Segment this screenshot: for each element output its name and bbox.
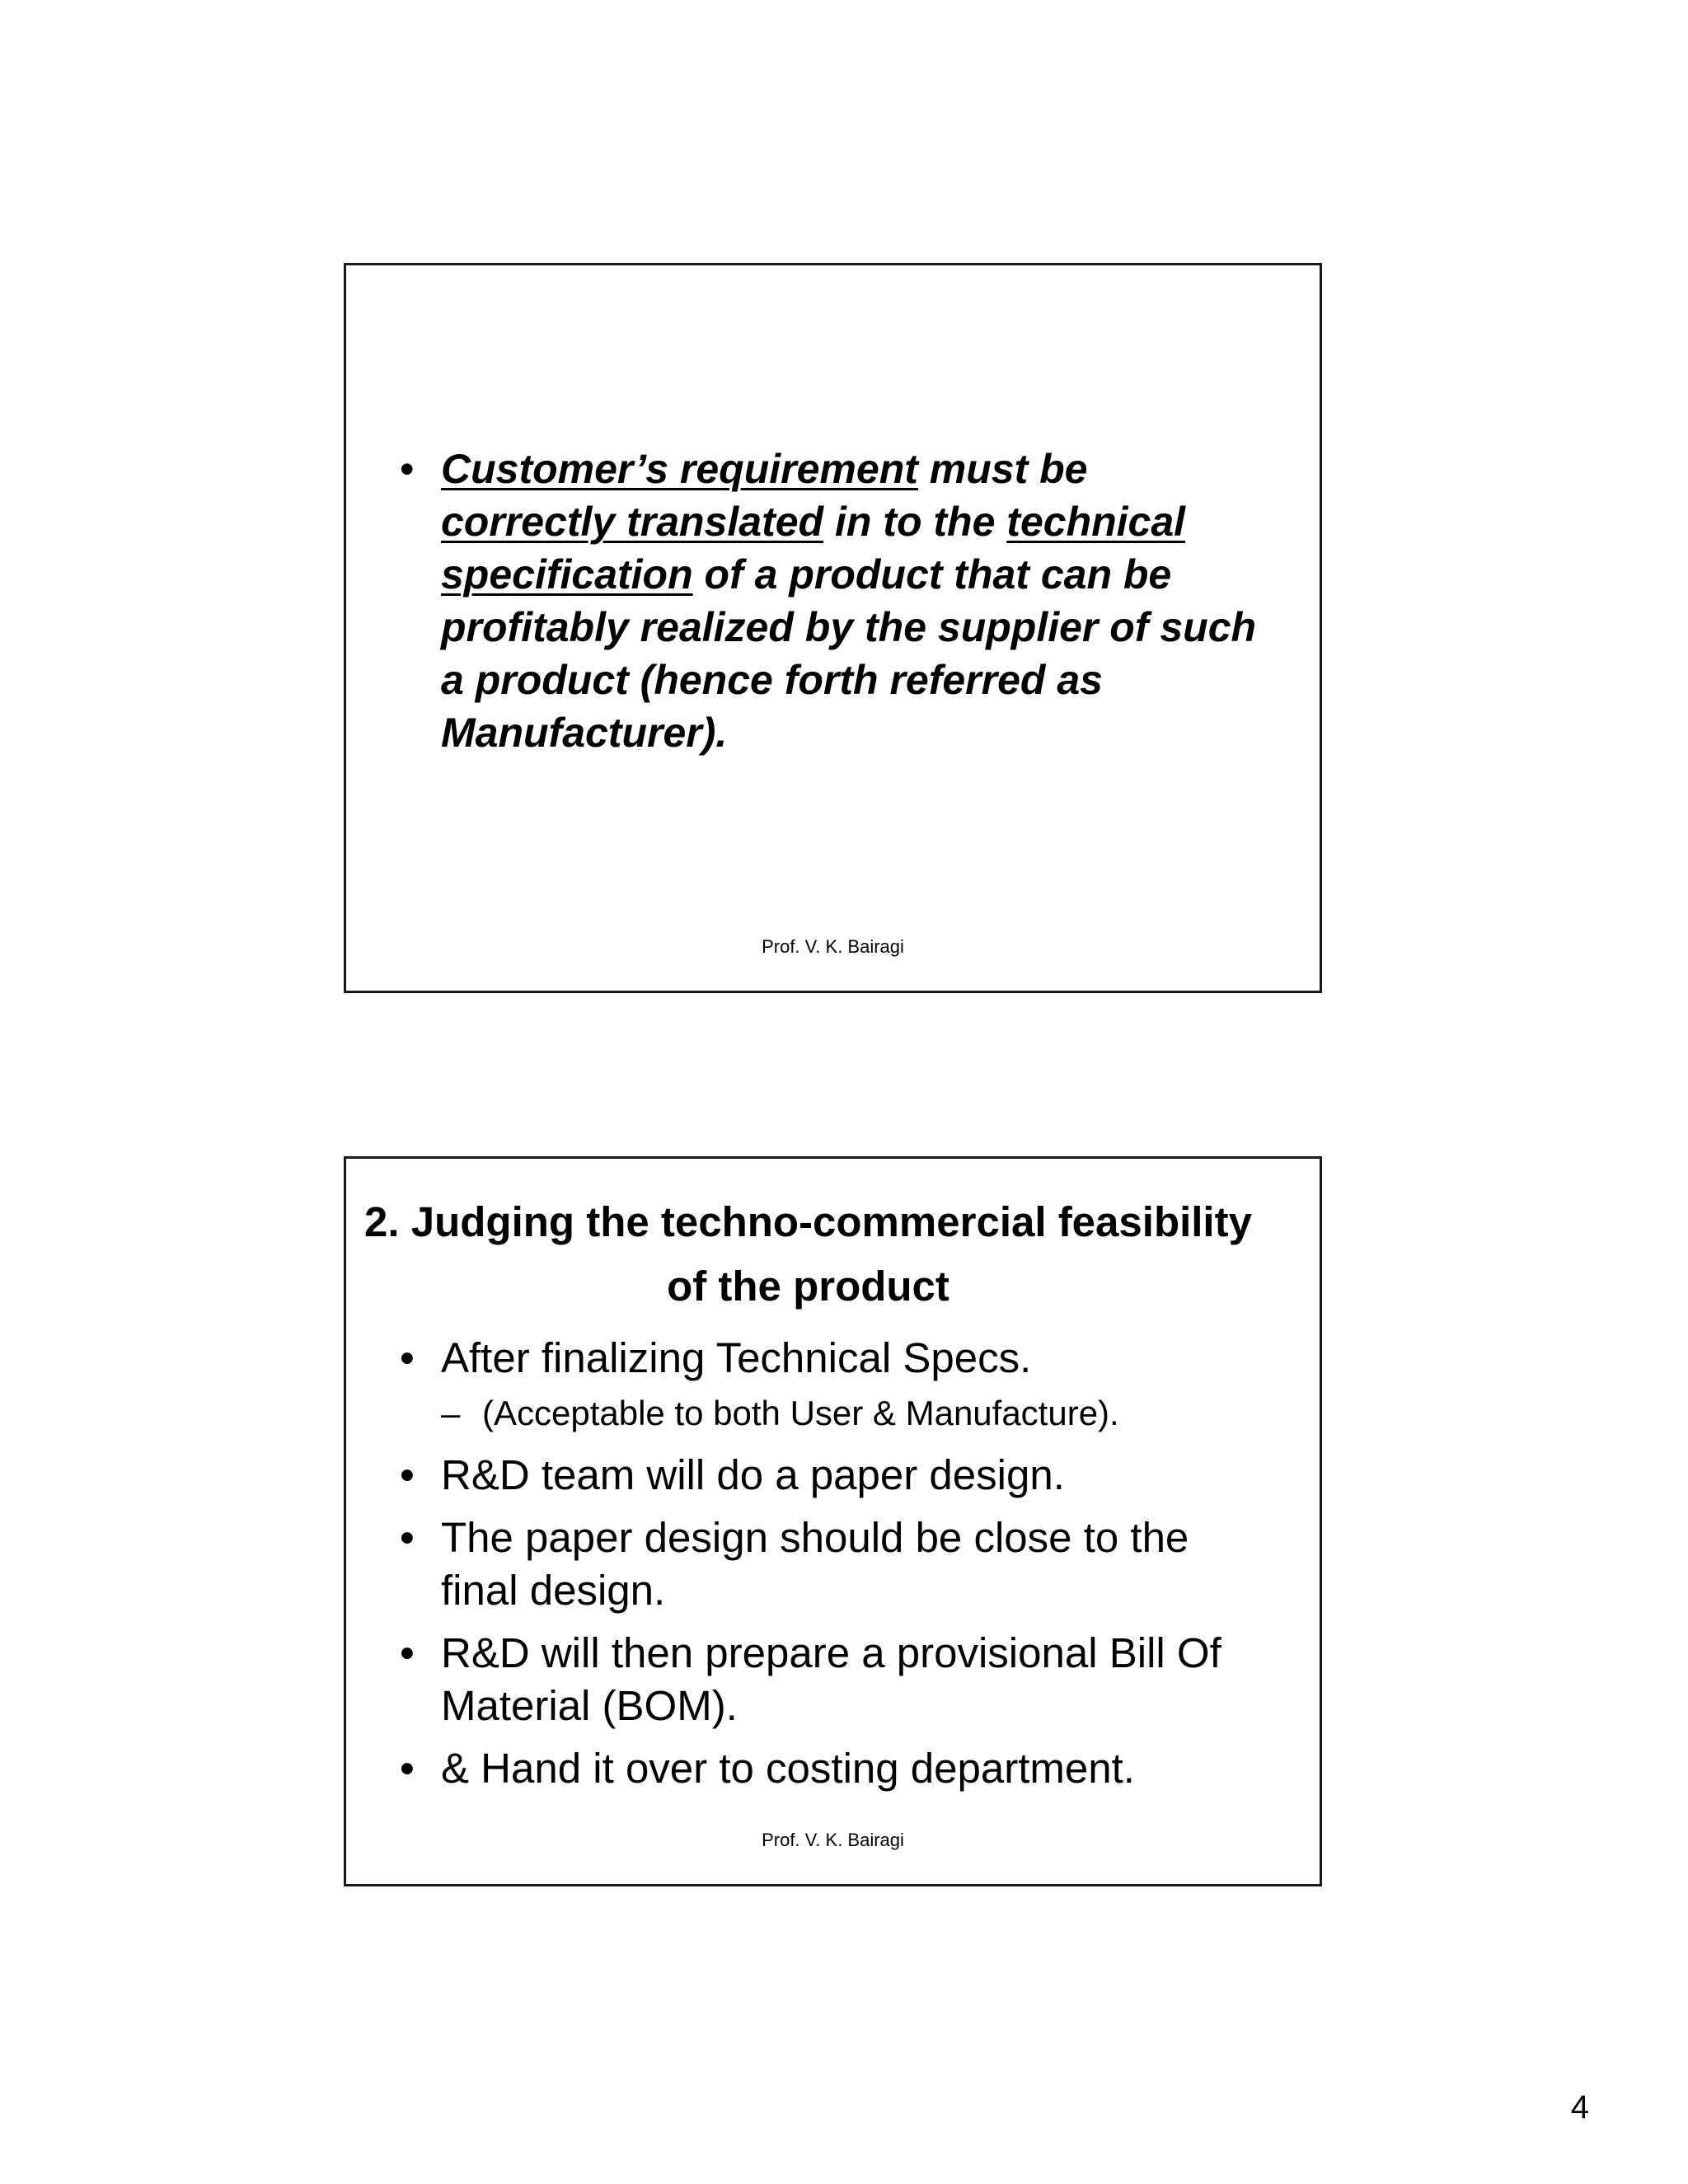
dash-marker: – [441,1394,461,1432]
bullet-marker: • [400,446,415,492]
page-number: 4 [1570,2089,1589,2125]
slide-footer: Prof. V. K. Bairagi [762,1830,904,1850]
bullet-text: R&D team will do a paper design. [441,1451,1065,1498]
bullet-list [400,443,1270,759]
bullet-text: After finalizing Technical Specs. [441,1334,1032,1381]
bullet-text: R&D will then prepare a provisional Bill Of Material (BOM). [441,1629,1221,1729]
bullet-text: & Hand it over to costing department. [441,1745,1135,1792]
bullet-text: The paper design should be close to the final design. [441,1514,1189,1614]
bullet-item [400,1332,1270,1385]
bullet-marker: • [400,1334,415,1381]
bullet-item [400,443,1270,759]
text-fragment: in to the [823,499,1007,545]
slide-1 [344,263,1322,993]
sub-bullet-item [400,1390,1270,1437]
slide-footer: Prof. V. K. Bairagi [762,936,904,957]
bullet-marker: • [400,1745,415,1792]
emphasis-correctly-translated: correctly translated [441,499,824,545]
bullet-list [400,1332,1270,1805]
bullet-item [400,1511,1270,1617]
bullet-text: (Acceptable to both User & Manufacture). [482,1394,1119,1432]
slide-title: 2. Judging the techno-commercial feasibility of the product [364,1198,1252,1310]
text-fragment: must be [917,446,1088,492]
slide-2 [344,1156,1322,1886]
emphasis-customer-requirement: Customer’s requirement [441,446,918,492]
emphasis-technical-specification: technical specification [441,499,1186,598]
bullet-item [400,1449,1270,1502]
bullet-item [400,1742,1270,1795]
text-fragment: of a product that can be profitably realized by the supplier of such a product (hence forth referred as Manufacturer). [441,551,1257,756]
bullet-item [400,1627,1270,1732]
bullet-marker: • [400,1514,415,1561]
bullet-marker: • [400,1629,415,1676]
bullet-marker: • [400,1451,415,1498]
